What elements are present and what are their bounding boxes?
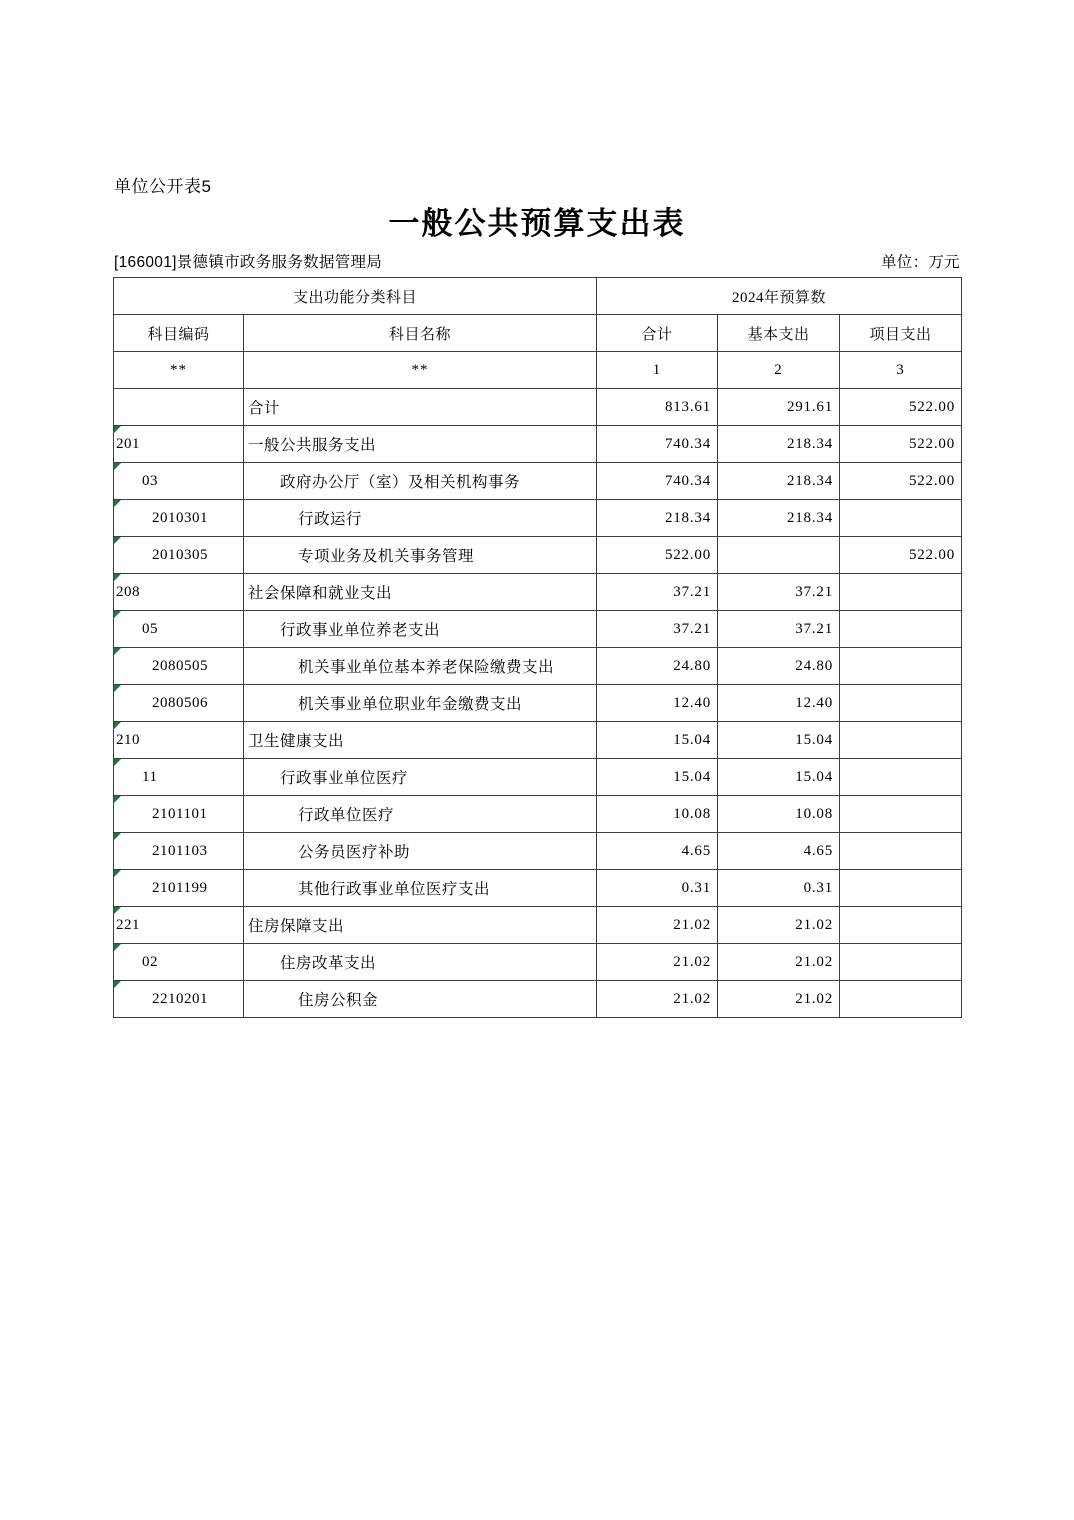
- form-number: 单位公开表5: [114, 177, 212, 196]
- header-project: 项目支出: [840, 315, 962, 352]
- cell-total: 740.34: [597, 463, 718, 500]
- index-project: 3: [840, 352, 962, 389]
- cell-project-expenditure: 522.00: [840, 426, 962, 463]
- header-basic: 基本支出: [718, 315, 840, 352]
- cell-basic-expenditure: 24.80: [718, 648, 840, 685]
- budget-expenditure-table: [113, 277, 962, 1018]
- cell-subject-name: 行政事业单位养老支出: [244, 611, 597, 648]
- cell-project-expenditure: [840, 907, 962, 944]
- cell-code: 210: [114, 722, 244, 759]
- cell-basic-expenditure: 218.34: [718, 426, 840, 463]
- unit-name: [166001]景德镇市政务服务数据管理局: [114, 254, 383, 271]
- table-row: [114, 574, 962, 611]
- cell-subject-name: 住房公积金: [244, 981, 597, 1018]
- cell-basic-expenditure: 291.61: [718, 389, 840, 426]
- table-row: [114, 500, 962, 537]
- cell-basic-expenditure: 15.04: [718, 722, 840, 759]
- cell-total: 24.80: [597, 648, 718, 685]
- cell-subject-name: 社会保障和就业支出: [244, 574, 597, 611]
- table-row: [114, 833, 962, 870]
- header-code: 科目编码: [114, 315, 244, 352]
- cell-code: 2101199: [114, 870, 244, 907]
- cell-code: 2010301: [114, 500, 244, 537]
- cell-basic-expenditure: 218.34: [718, 463, 840, 500]
- cell-subject-name: 卫生健康支出: [244, 722, 597, 759]
- cell-subject-name: 政府办公厅（室）及相关机构事务: [244, 463, 597, 500]
- cell-subject-name: 行政事业单位医疗: [244, 759, 597, 796]
- table-header-group-row: [114, 278, 962, 315]
- cell-project-expenditure: [840, 611, 962, 648]
- cell-project-expenditure: [840, 870, 962, 907]
- cell-basic-expenditure: 21.02: [718, 944, 840, 981]
- cell-project-expenditure: [840, 944, 962, 981]
- cell-total: 15.04: [597, 759, 718, 796]
- table-body: [114, 389, 962, 1018]
- cell-code: 221: [114, 907, 244, 944]
- cell-basic-expenditure: 37.21: [718, 611, 840, 648]
- table-row: [114, 722, 962, 759]
- cell-total: 15.04: [597, 722, 718, 759]
- table-row: [114, 426, 962, 463]
- cell-project-expenditure: 522.00: [840, 463, 962, 500]
- index-basic: 2: [718, 352, 840, 389]
- cell-total: 10.08: [597, 796, 718, 833]
- cell-subject-name: 其他行政事业单位医疗支出: [244, 870, 597, 907]
- header-name: 科目名称: [244, 315, 597, 352]
- cell-code: 2101103: [114, 833, 244, 870]
- cell-project-expenditure: [840, 981, 962, 1018]
- cell-total: 21.02: [597, 944, 718, 981]
- cell-project-expenditure: 522.00: [840, 537, 962, 574]
- cell-basic-expenditure: 218.34: [718, 500, 840, 537]
- cell-project-expenditure: 522.00: [840, 389, 962, 426]
- cell-total: 4.65: [597, 833, 718, 870]
- cell-code: 11: [114, 759, 244, 796]
- cell-basic-expenditure: 21.02: [718, 981, 840, 1018]
- cell-total: 37.21: [597, 611, 718, 648]
- header-total: 合计: [597, 315, 718, 352]
- cell-code: 201: [114, 426, 244, 463]
- cell-total: 37.21: [597, 574, 718, 611]
- cell-code: 03: [114, 463, 244, 500]
- cell-subject-name: 行政运行: [244, 500, 597, 537]
- cell-basic-expenditure: 10.08: [718, 796, 840, 833]
- table-row: [114, 537, 962, 574]
- cell-basic-expenditure: 21.02: [718, 907, 840, 944]
- table-row: [114, 981, 962, 1018]
- cell-basic-expenditure: 37.21: [718, 574, 840, 611]
- table-row: [114, 648, 962, 685]
- cell-total: 813.61: [597, 389, 718, 426]
- cell-code: 05: [114, 611, 244, 648]
- table-row: [114, 611, 962, 648]
- cell-project-expenditure: [840, 833, 962, 870]
- cell-project-expenditure: [840, 574, 962, 611]
- cell-subject-name: 行政单位医疗: [244, 796, 597, 833]
- index-name: **: [244, 352, 597, 389]
- cell-project-expenditure: [840, 685, 962, 722]
- cell-subject-name: 一般公共服务支出: [244, 426, 597, 463]
- index-code: **: [114, 352, 244, 389]
- cell-total: 522.00: [597, 537, 718, 574]
- cell-total: 21.02: [597, 981, 718, 1018]
- cell-code: 2210201: [114, 981, 244, 1018]
- cell-project-expenditure: [840, 648, 962, 685]
- cell-basic-expenditure: [718, 537, 840, 574]
- cell-subject-name: 住房保障支出: [244, 907, 597, 944]
- table-row: [114, 796, 962, 833]
- cell-project-expenditure: [840, 722, 962, 759]
- subheader: [114, 250, 960, 272]
- cell-code: 2010305: [114, 537, 244, 574]
- table-header-row: [114, 315, 962, 352]
- cell-total: 740.34: [597, 426, 718, 463]
- cell-basic-expenditure: 4.65: [718, 833, 840, 870]
- table-index-row: [114, 352, 962, 389]
- cell-total: 12.40: [597, 685, 718, 722]
- cell-code: [114, 389, 244, 426]
- cell-code: 2080505: [114, 648, 244, 685]
- cell-project-expenditure: [840, 759, 962, 796]
- cell-project-expenditure: [840, 500, 962, 537]
- index-total: 1: [597, 352, 718, 389]
- cell-total: 21.02: [597, 907, 718, 944]
- table-row: [114, 685, 962, 722]
- header-classification: 支出功能分类科目: [114, 278, 597, 315]
- cell-basic-expenditure: 12.40: [718, 685, 840, 722]
- table-row: [114, 463, 962, 500]
- cell-subject-name: 专项业务及机关事务管理: [244, 537, 597, 574]
- cell-code: 208: [114, 574, 244, 611]
- unit-measure: 单位：万元: [880, 254, 960, 271]
- cell-project-expenditure: [840, 796, 962, 833]
- table-row: [114, 944, 962, 981]
- cell-total: 218.34: [597, 500, 718, 537]
- cell-total: 0.31: [597, 870, 718, 907]
- cell-code: 2101101: [114, 796, 244, 833]
- cell-basic-expenditure: 0.31: [718, 870, 840, 907]
- table-row: [114, 759, 962, 796]
- table-row: [114, 870, 962, 907]
- cell-subject-name: 住房改革支出: [244, 944, 597, 981]
- cell-code: 2080506: [114, 685, 244, 722]
- table-row: [114, 389, 962, 426]
- table-row: [114, 907, 962, 944]
- cell-subject-name: 机关事业单位基本养老保险缴费支出: [244, 648, 597, 685]
- cell-subject-name: 机关事业单位职业年金缴费支出: [244, 685, 597, 722]
- cell-basic-expenditure: 15.04: [718, 759, 840, 796]
- header-budget-year: 2024年预算数: [597, 278, 962, 315]
- page-title: 一般公共预算支出表: [388, 206, 686, 241]
- cell-subject-name: 合计: [244, 389, 597, 426]
- cell-subject-name: 公务员医疗补助: [244, 833, 597, 870]
- cell-code: 02: [114, 944, 244, 981]
